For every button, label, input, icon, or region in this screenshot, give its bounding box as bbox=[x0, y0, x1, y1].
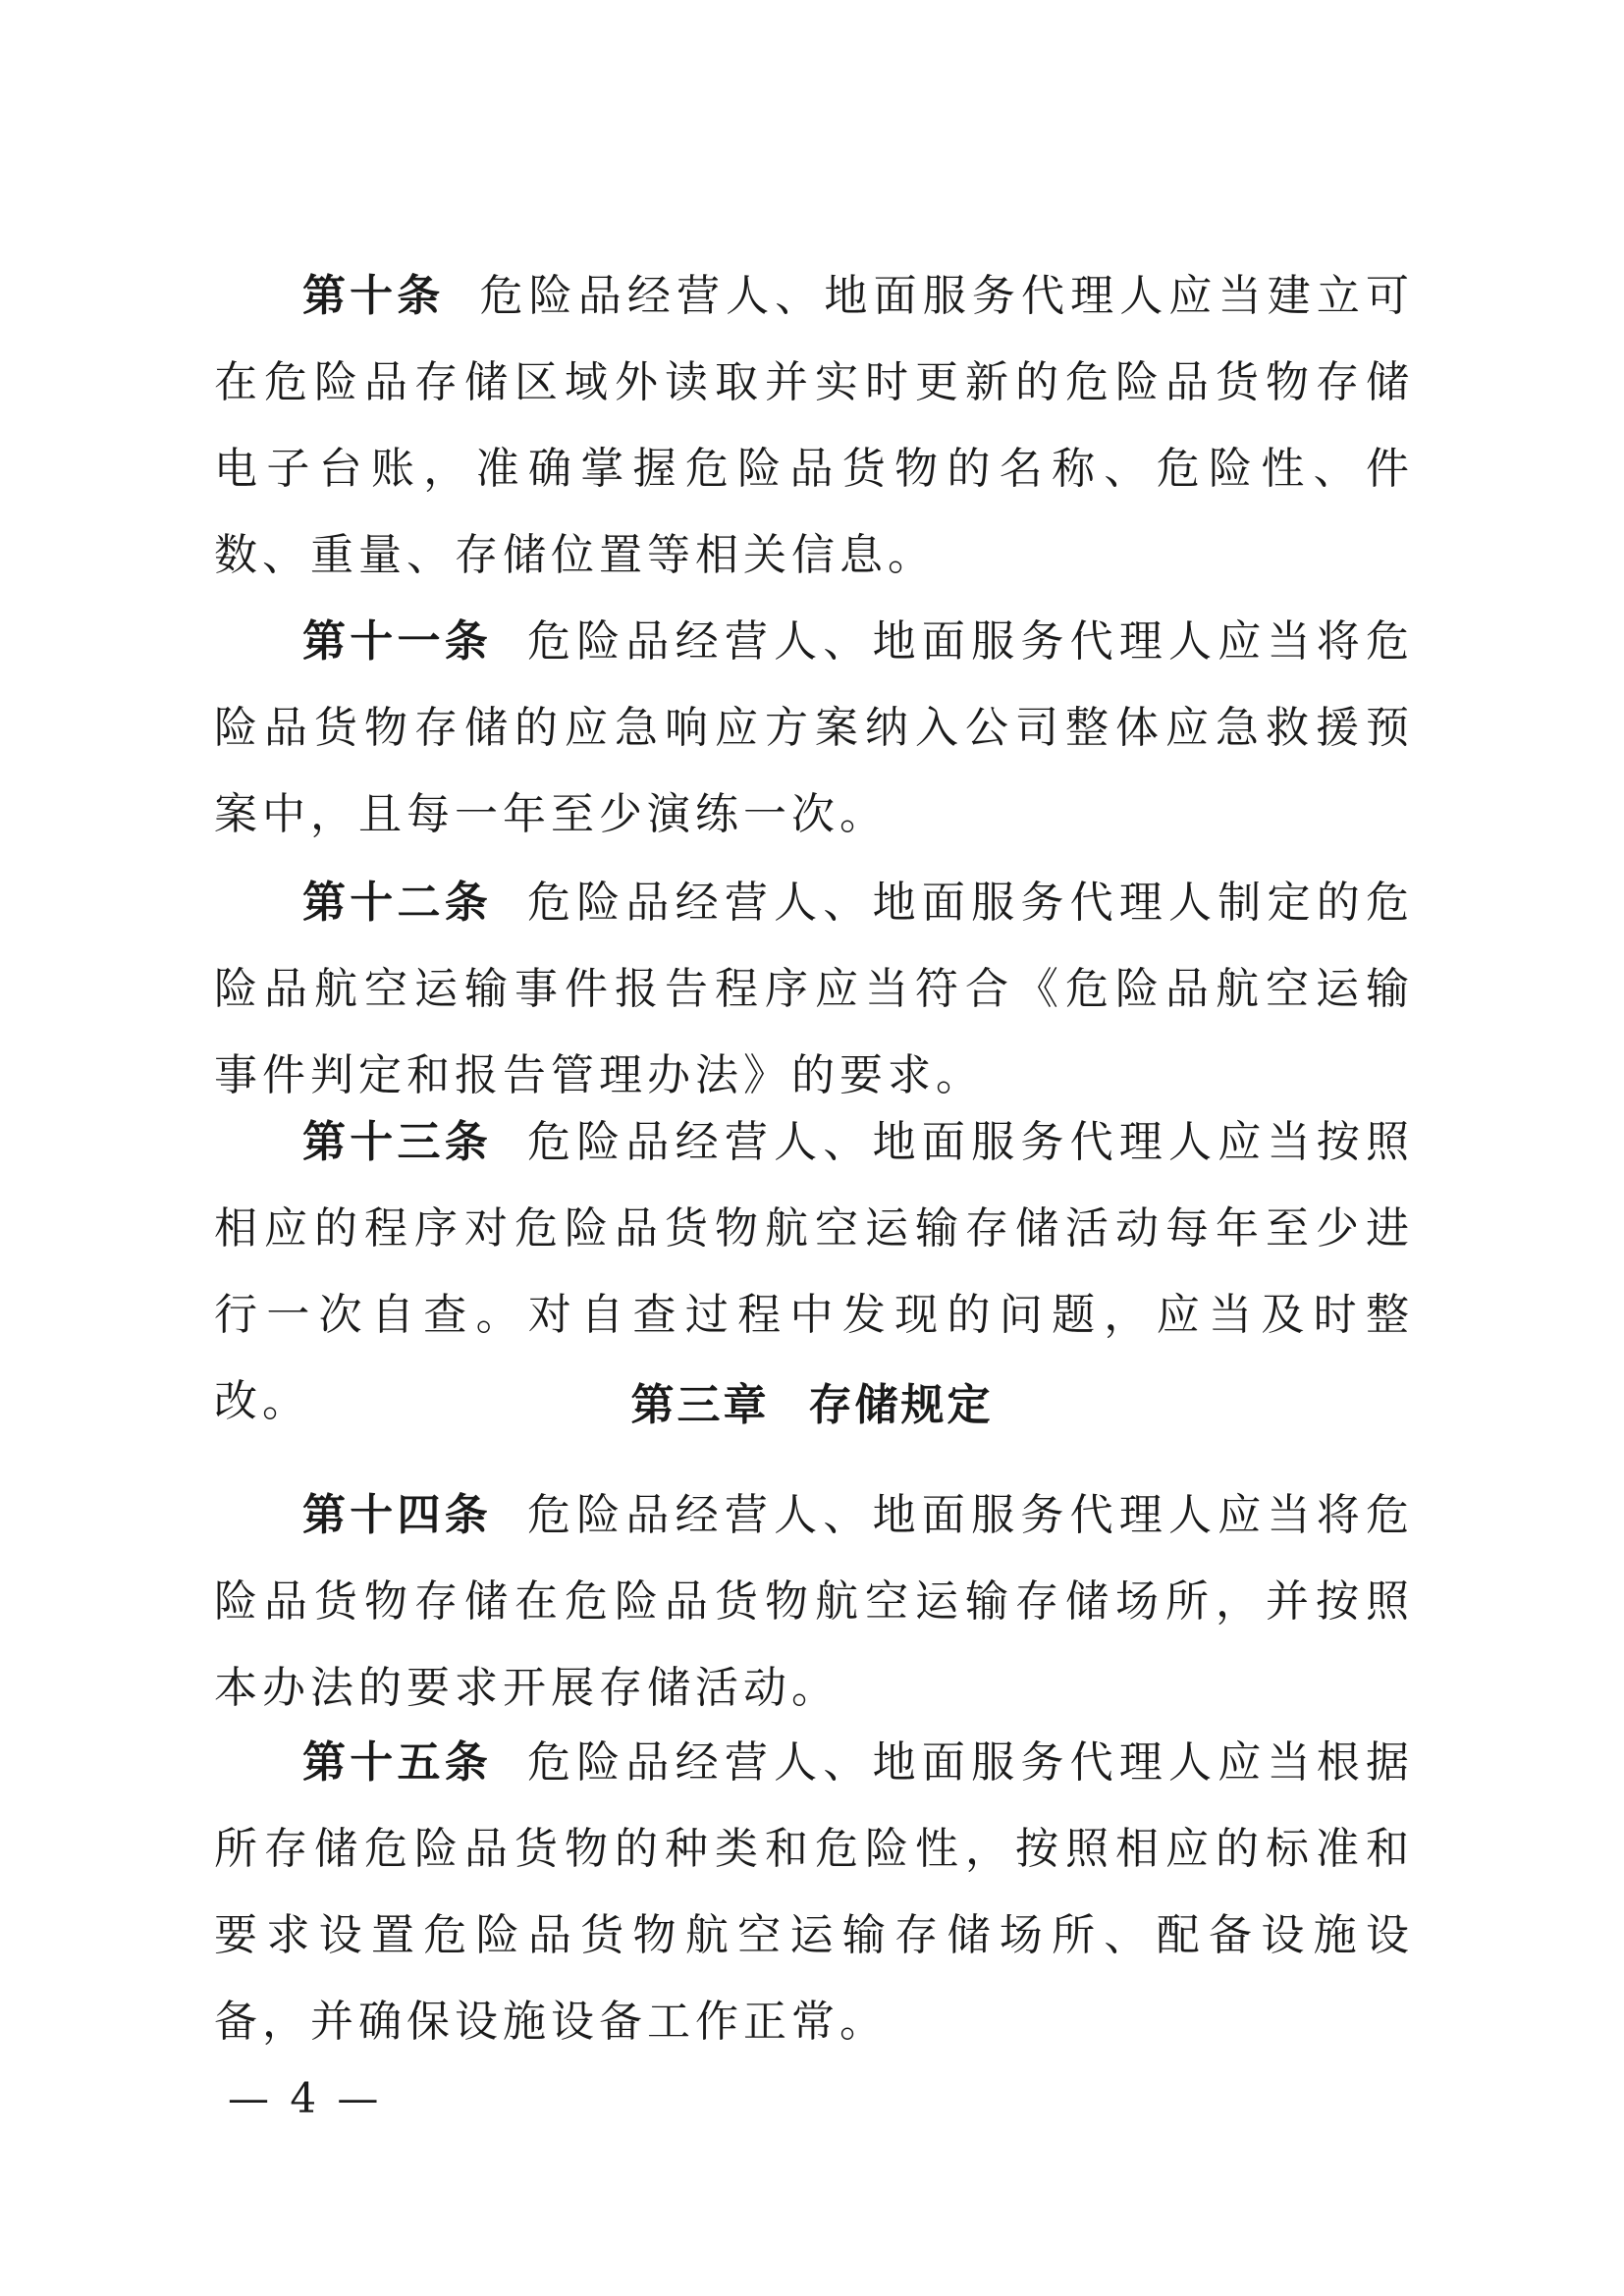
article-number: 第十五条 bbox=[302, 1737, 492, 1788]
article-number: 第十条 bbox=[302, 271, 445, 321]
article-number: 第十二条 bbox=[302, 878, 492, 928]
article-text: 危险品经营人、地面服务代理人应当根据所存储危险品货物的种类和危险性，按照相应的标准和要求设置危险品货物航空运输存储场所、配备设施设备，并确保设施设备工作正常。 bbox=[214, 1737, 1414, 2047]
chapter-heading bbox=[0, 1362, 1624, 1449]
article-number: 第十三条 bbox=[302, 1117, 492, 1167]
article-10 bbox=[214, 253, 1414, 599]
article-text: 危险品经营人、地面服务代理人制定的危险品航空运输事件报告程序应当符合《危险品航空运输事件判定和报告管理办法》的要求。 bbox=[214, 878, 1414, 1100]
article-14 bbox=[214, 1472, 1414, 1732]
article-12 bbox=[214, 860, 1414, 1119]
article-number: 第十四条 bbox=[302, 1490, 492, 1540]
article-text: 危险品经营人、地面服务代理人应当建立可在危险品存储区域外读取并实时更新的危险品货物存储电子台账，准确掌握危险品货物的名称、危险性、件数、重量、存储位置等相关信息。 bbox=[214, 271, 1415, 580]
article-15 bbox=[214, 1720, 1414, 2065]
article-text: 危险品经营人、地面服务代理人应当按照相应的程序对危险品货物航空运输存储活动每年至少进行一次自查。对自查过程中发现的问题，应当及时整改。 bbox=[214, 1117, 1414, 1426]
article-11 bbox=[214, 599, 1414, 858]
chapter-number: 第三章 bbox=[630, 1380, 770, 1430]
chapter-title: 存储规定 bbox=[808, 1380, 994, 1430]
article-number: 第十一条 bbox=[302, 616, 492, 667]
article-text: 危险品经营人、地面服务代理人应当将危险品货物存储的应急响应方案纳入公司整体应急救援预案中，且每一年至少演练一次。 bbox=[214, 616, 1414, 839]
page-number: — 4 — bbox=[228, 2074, 383, 2122]
article-text: 危险品经营人、地面服务代理人应当将危险品货物存储在危险品货物航空运输存储场所，并按照本办法的要求开展存储活动。 bbox=[214, 1490, 1414, 1713]
